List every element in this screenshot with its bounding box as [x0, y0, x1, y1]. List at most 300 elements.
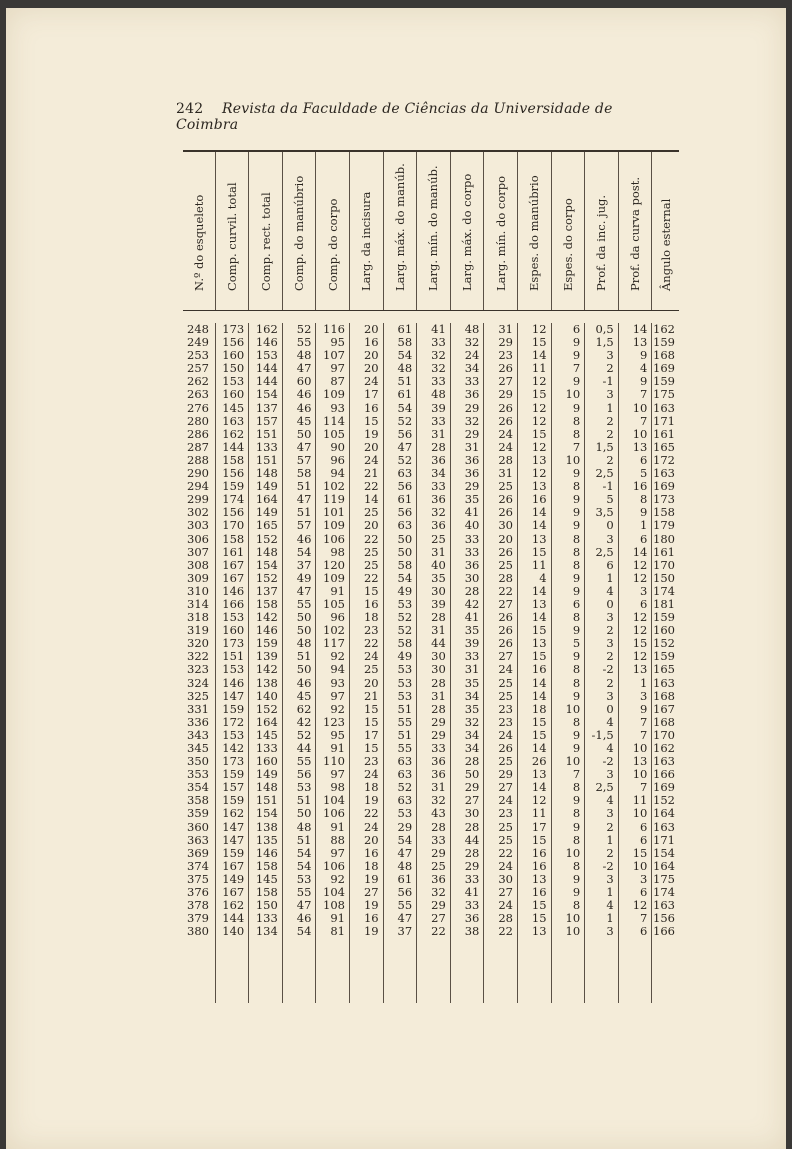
table-cell: 16 — [531, 885, 547, 900]
table-cell: 3 — [640, 583, 648, 598]
column-header-label: Larg. máx. do manúb. — [392, 163, 407, 291]
table-cell: 13 — [632, 662, 648, 677]
table-cell: 22 — [363, 636, 379, 651]
table-cell: 318 — [187, 610, 209, 625]
table-cell: 26 — [498, 492, 513, 507]
table-cell: 160 — [653, 623, 675, 638]
table-cell: 88 — [330, 832, 345, 847]
table-cell: 51 — [397, 374, 413, 389]
table-cell: 9 — [572, 885, 581, 900]
table-cell: 53 — [296, 871, 312, 886]
table-cell: 133 — [255, 741, 278, 755]
table-cell: 32 — [464, 714, 480, 729]
table-cell: 13 — [531, 636, 547, 651]
table-cell: 34 — [431, 466, 446, 481]
table-cell: 52 — [397, 452, 413, 467]
table-cell: 133 — [255, 439, 278, 454]
table-cell: 25 — [498, 479, 513, 494]
table-cell: 150 — [653, 570, 675, 585]
page-number: 242 — [176, 101, 204, 117]
table-cell: 10 — [632, 741, 648, 755]
table-cell: 13 — [531, 924, 547, 939]
table-cell: 322 — [187, 649, 209, 664]
table-cell: 16 — [363, 400, 379, 415]
table-cell: 20 — [363, 322, 379, 336]
table-cell: 14 — [531, 741, 547, 755]
table-cell: 33 — [431, 741, 446, 755]
table-cell: -2 — [602, 858, 614, 873]
table-cell: 146 — [255, 845, 278, 860]
table-cell: 25 — [431, 531, 446, 546]
column-header-label: N.º do esqueleto — [191, 194, 206, 291]
table-cell: 26 — [498, 413, 513, 428]
table-cell: 7 — [572, 439, 581, 454]
table-cell: 14 — [531, 518, 547, 533]
table-cell: 13 — [531, 531, 547, 546]
table-cell: 166 — [653, 924, 675, 939]
table-cell: 152 — [653, 636, 675, 651]
table-cell: 4 — [606, 714, 614, 729]
table-cell: 50 — [296, 623, 312, 638]
table-cell: 33 — [431, 832, 446, 847]
table-cell: 49 — [296, 570, 312, 585]
table-cell: 2 — [606, 426, 614, 441]
table-cell: 5 — [606, 492, 614, 507]
table-cell: 61 — [397, 871, 413, 886]
table-cell: 28 — [464, 845, 480, 860]
table-cell: 9 — [572, 570, 581, 585]
table-cell: 152 — [255, 570, 278, 585]
table-cell: 96 — [330, 610, 345, 625]
table-cell: 109 — [323, 387, 345, 402]
table-cell: 174 — [653, 885, 675, 900]
table-cell: 11 — [531, 806, 547, 821]
table-cell: 17 — [363, 727, 379, 742]
table-cell: 138 — [255, 675, 278, 690]
table-cell: 9 — [572, 374, 581, 389]
table-cell: 25 — [498, 754, 513, 769]
table-cell: 23 — [498, 701, 513, 716]
table-cell: 142 — [255, 610, 278, 625]
table-cell: 162 — [653, 322, 675, 336]
table-cell: 40 — [464, 518, 480, 533]
table-cell: 145 — [255, 727, 278, 742]
table-cell: 22 — [363, 479, 379, 494]
table-cell: 343 — [187, 727, 209, 742]
table-cell: 22 — [363, 531, 379, 546]
table-cell: 54 — [296, 858, 312, 873]
table-cell: 16 — [531, 662, 547, 677]
table-cell: 147 — [222, 832, 245, 847]
table-cell: 37 — [397, 924, 413, 939]
table-cell: 14 — [363, 492, 379, 507]
table-cell: 154 — [255, 387, 278, 402]
table-cell: 167 — [222, 858, 245, 873]
table-cell: 18 — [531, 701, 547, 716]
table-cell: 154 — [255, 806, 278, 821]
column-header — [450, 152, 484, 310]
table-cell: 2 — [606, 675, 614, 690]
table-cell: 104 — [323, 885, 345, 900]
table-cell: 56 — [397, 479, 413, 494]
table-cell: 36 — [431, 767, 446, 782]
table-cell: 169 — [653, 479, 675, 494]
table-cell: 105 — [323, 596, 345, 611]
table-cell: 9 — [572, 466, 581, 481]
column-header — [584, 152, 618, 310]
table-cell: 169 — [653, 780, 675, 795]
table-cell: 10 — [565, 845, 581, 860]
table-cell: 360 — [187, 819, 209, 834]
table-cell: 163 — [653, 898, 675, 913]
table-cell: 12 — [531, 439, 547, 454]
table-cell: 17 — [531, 819, 547, 834]
table-cell: 36 — [431, 492, 446, 507]
table-cell: 3 — [606, 924, 614, 939]
table-cell: 48 — [296, 636, 312, 651]
table-cell: 61 — [397, 387, 413, 402]
table-cell: 30 — [431, 662, 446, 677]
table-cell: 57 — [296, 452, 312, 467]
table-cell: 145 — [222, 400, 245, 415]
table-cell: 144 — [222, 439, 245, 454]
table-cell: 47 — [296, 492, 312, 507]
table-cell: 144 — [222, 911, 245, 926]
table-cell: 36 — [431, 518, 446, 533]
table-cell: 10 — [632, 858, 648, 873]
table-cell: 92 — [330, 701, 345, 716]
column-header-label: Espes. do corpo — [560, 198, 575, 291]
table-cell: 159 — [222, 479, 245, 494]
table-cell: 22 — [363, 570, 379, 585]
measurements-table — [183, 150, 679, 1003]
table-cell: 24 — [498, 426, 513, 441]
table-cell: 63 — [397, 767, 413, 782]
table-cell: 32 — [431, 505, 446, 520]
table-cell: 162 — [255, 322, 278, 336]
table-cell: 48 — [464, 322, 480, 336]
table-cell: 34 — [464, 727, 480, 742]
table-cell: 53 — [397, 596, 413, 611]
table-cell: 12 — [632, 649, 648, 664]
table-cell: 28 — [498, 911, 513, 926]
table-cell: 10 — [565, 911, 581, 926]
table-cell: 379 — [187, 911, 209, 926]
table-cell: 9 — [572, 649, 581, 664]
table-cell: 174 — [222, 492, 245, 507]
table-cell: 1 — [606, 911, 614, 926]
table-cell: 167 — [222, 557, 245, 572]
table-cell: 51 — [296, 505, 312, 520]
table-cell: 10 — [565, 701, 581, 716]
table-cell: 24 — [498, 898, 513, 913]
table-cell: 159 — [222, 845, 245, 860]
table-cell: 41 — [431, 322, 446, 336]
table-cell: 3 — [606, 348, 614, 363]
table-cell: 9 — [572, 492, 581, 507]
table-cell: 167 — [222, 885, 245, 900]
table-cell: 31 — [431, 688, 446, 703]
table-cell: 12 — [531, 466, 547, 481]
table-cell: 26 — [498, 361, 513, 376]
table-cell: 4 — [539, 570, 547, 585]
table-cell: 27 — [363, 885, 379, 900]
table-cell: 8 — [572, 610, 581, 625]
table-cell: 33 — [464, 649, 480, 664]
table-cell: 9 — [572, 335, 581, 350]
table-cell: 159 — [653, 649, 675, 664]
table-column — [483, 323, 517, 1003]
table-cell: 13 — [531, 596, 547, 611]
table-cell: 174 — [653, 583, 675, 598]
table-cell: 31 — [498, 322, 513, 336]
table-cell: 9 — [572, 348, 581, 363]
table-cell: 42 — [464, 596, 480, 611]
table-cell: 56 — [397, 505, 413, 520]
column-header-label: Prof. da curva post. — [628, 176, 643, 291]
table-cell: 5 — [572, 636, 581, 651]
table-cell: 9 — [572, 819, 581, 834]
table-cell: 114 — [323, 413, 345, 428]
table-cell: 35 — [464, 623, 480, 638]
table-cell: 51 — [397, 727, 413, 742]
table-cell: 161 — [653, 426, 675, 441]
table-cell: 302 — [187, 505, 209, 520]
table-cell: 3 — [606, 688, 614, 703]
table-cell: 173 — [222, 754, 245, 769]
table-cell: 30 — [431, 583, 446, 598]
column-header — [282, 152, 316, 310]
table-column — [416, 323, 450, 1003]
table-cell: 16 — [363, 596, 379, 611]
table-cell: 51 — [296, 479, 312, 494]
table-cell: 164 — [255, 714, 278, 729]
column-header-label: Espes. do manúbrio — [527, 175, 542, 291]
table-cell: 29 — [498, 767, 513, 782]
table-cell: 7 — [640, 714, 648, 729]
table-cell: 50 — [397, 531, 413, 546]
table-cell: 25 — [363, 505, 379, 520]
table-cell: 33 — [464, 871, 480, 886]
table-column — [315, 323, 349, 1003]
table-cell: 3 — [606, 636, 614, 651]
table-cell: 23 — [498, 806, 513, 821]
table-cell: 15 — [632, 636, 648, 651]
table-cell: 33 — [431, 479, 446, 494]
table-cell: 55 — [296, 335, 312, 350]
table-cell: 32 — [464, 335, 480, 350]
table-cell: 29 — [431, 727, 446, 742]
column-header-label: Comp. do corpo — [325, 198, 340, 291]
table-cell: 48 — [296, 819, 312, 834]
table-cell: 153 — [222, 610, 245, 625]
table-cell: 139 — [255, 649, 278, 664]
table-cell: 363 — [187, 832, 209, 847]
table-cell: 15 — [531, 649, 547, 664]
table-cell: 46 — [296, 911, 312, 926]
table-cell: 10 — [632, 767, 648, 782]
table-cell: 156 — [222, 335, 245, 350]
table-cell: 306 — [187, 531, 209, 546]
table-cell: 56 — [296, 767, 312, 782]
table-cell: 29 — [498, 335, 513, 350]
journal-title: Revista da Faculdade de Ciências da Universidade de Coimbra — [176, 101, 613, 133]
table-column — [584, 323, 618, 1003]
table-cell: 4 — [606, 898, 614, 913]
table-cell: 62 — [296, 701, 312, 716]
table-cell: 153 — [222, 662, 245, 677]
table-cell: 97 — [330, 767, 345, 782]
table-cell: 55 — [296, 596, 312, 611]
table-column — [517, 323, 551, 1003]
table-cell: 253 — [187, 348, 209, 363]
column-header — [483, 152, 517, 310]
table-cell: 1,5 — [595, 335, 614, 350]
table-cell: 14 — [531, 675, 547, 690]
table-cell: 105 — [323, 426, 345, 441]
table-cell: 33 — [431, 374, 446, 389]
table-cell: 25 — [498, 688, 513, 703]
table-cell: 63 — [397, 466, 413, 481]
table-cell: 25 — [498, 557, 513, 572]
table-cell: 294 — [187, 479, 209, 494]
table-cell: 151 — [222, 649, 245, 664]
table-cell: 0,5 — [595, 322, 614, 336]
table-cell: 49 — [397, 583, 413, 598]
table-cell: 9 — [572, 741, 581, 755]
table-cell: 63 — [397, 793, 413, 808]
table-cell: 8 — [572, 780, 581, 795]
table-cell: 3 — [640, 688, 648, 703]
table-cell: 22 — [498, 924, 513, 939]
table-cell: 308 — [187, 557, 209, 572]
table-cell: 146 — [255, 335, 278, 350]
table-cell: 30 — [498, 871, 513, 886]
table-cell: 147 — [222, 688, 245, 703]
table-cell: 28 — [464, 583, 480, 598]
table-cell: 56 — [397, 426, 413, 441]
column-header-label: Larg. mín. do corpo — [493, 175, 508, 291]
running-header — [176, 101, 636, 133]
table-cell: 92 — [330, 871, 345, 886]
table-cell: 33 — [431, 335, 446, 350]
table-cell: 29 — [431, 898, 446, 913]
table-cell: 29 — [464, 858, 480, 873]
table-cell: 25 — [363, 544, 379, 559]
table-cell: 152 — [255, 701, 278, 716]
table-cell: 8 — [572, 544, 581, 559]
table-cell: 25 — [498, 675, 513, 690]
table-cell: 53 — [296, 780, 312, 795]
table-cell: 50 — [464, 767, 480, 782]
table-cell: 28 — [431, 701, 446, 716]
table-cell: 165 — [255, 518, 278, 533]
column-header — [183, 152, 215, 310]
table-cell: 153 — [255, 348, 278, 363]
table-cell: 144 — [255, 374, 278, 389]
column-header — [416, 152, 450, 310]
table-cell: 22 — [498, 583, 513, 598]
table-cell: 20 — [363, 518, 379, 533]
table-cell: 102 — [323, 623, 345, 638]
table-cell: 137 — [255, 583, 278, 598]
table-cell: 1 — [640, 675, 648, 690]
table-cell: 29 — [397, 819, 413, 834]
table-cell: 55 — [296, 885, 312, 900]
table-cell: 9 — [572, 400, 581, 415]
table-cell: 2 — [606, 819, 614, 834]
table-cell: 134 — [255, 924, 278, 939]
table-cell: 147 — [222, 819, 245, 834]
table-cell: 110 — [323, 754, 345, 769]
table-cell: 44 — [431, 636, 446, 651]
table-cell: 17 — [363, 387, 379, 402]
table-cell: 163 — [653, 819, 675, 834]
table-cell: 50 — [296, 426, 312, 441]
table-cell: 30 — [464, 570, 480, 585]
table-cell: 13 — [531, 767, 547, 782]
table-cell: 53 — [397, 688, 413, 703]
table-cell: 16 — [531, 845, 547, 860]
table-cell: 46 — [296, 675, 312, 690]
table-cell: 133 — [255, 911, 278, 926]
table-header-row — [183, 152, 679, 311]
table-cell: 35 — [431, 570, 446, 585]
table-cell: 156 — [653, 911, 675, 926]
table-cell: 148 — [255, 466, 278, 481]
table-cell: 3 — [640, 871, 648, 886]
table-cell: 15 — [363, 714, 379, 729]
table-cell: 27 — [431, 911, 446, 926]
column-header — [248, 152, 282, 310]
table-cell: 13 — [632, 754, 648, 769]
table-cell: 152 — [653, 793, 675, 808]
table-cell: 101 — [323, 505, 345, 520]
table-cell: 154 — [653, 845, 675, 860]
table-cell: 19 — [363, 793, 379, 808]
table-cell: 25 — [498, 819, 513, 834]
table-cell: 6 — [606, 557, 614, 572]
table-cell: 15 — [363, 413, 379, 428]
table-cell: -2 — [602, 754, 614, 769]
table-cell: 14 — [531, 688, 547, 703]
column-header — [349, 152, 383, 310]
table-cell: 10 — [632, 426, 648, 441]
table-cell: 160 — [222, 387, 245, 402]
table-cell: 11 — [632, 793, 648, 808]
table-cell: 91 — [330, 741, 345, 755]
table-cell: 29 — [464, 479, 480, 494]
table-cell: 5 — [640, 466, 648, 481]
table-cell: 58 — [397, 636, 413, 651]
table-cell: 173 — [222, 322, 245, 336]
table-cell: 9 — [572, 518, 581, 533]
table-cell: 95 — [330, 335, 345, 350]
table-cell: 158 — [255, 596, 278, 611]
table-cell: 25 — [363, 662, 379, 677]
table-cell: 29 — [431, 714, 446, 729]
table-cell: 324 — [187, 675, 209, 690]
table-cell: 164 — [653, 806, 675, 821]
table-cell: 9 — [572, 505, 581, 520]
table-cell: -1 — [602, 374, 614, 389]
table-cell: 54 — [296, 924, 312, 939]
table-cell: 169 — [653, 361, 675, 376]
table-body — [183, 311, 679, 1003]
table-cell: 159 — [255, 636, 278, 651]
table-cell: 23 — [363, 754, 379, 769]
table-cell: 54 — [397, 832, 413, 847]
